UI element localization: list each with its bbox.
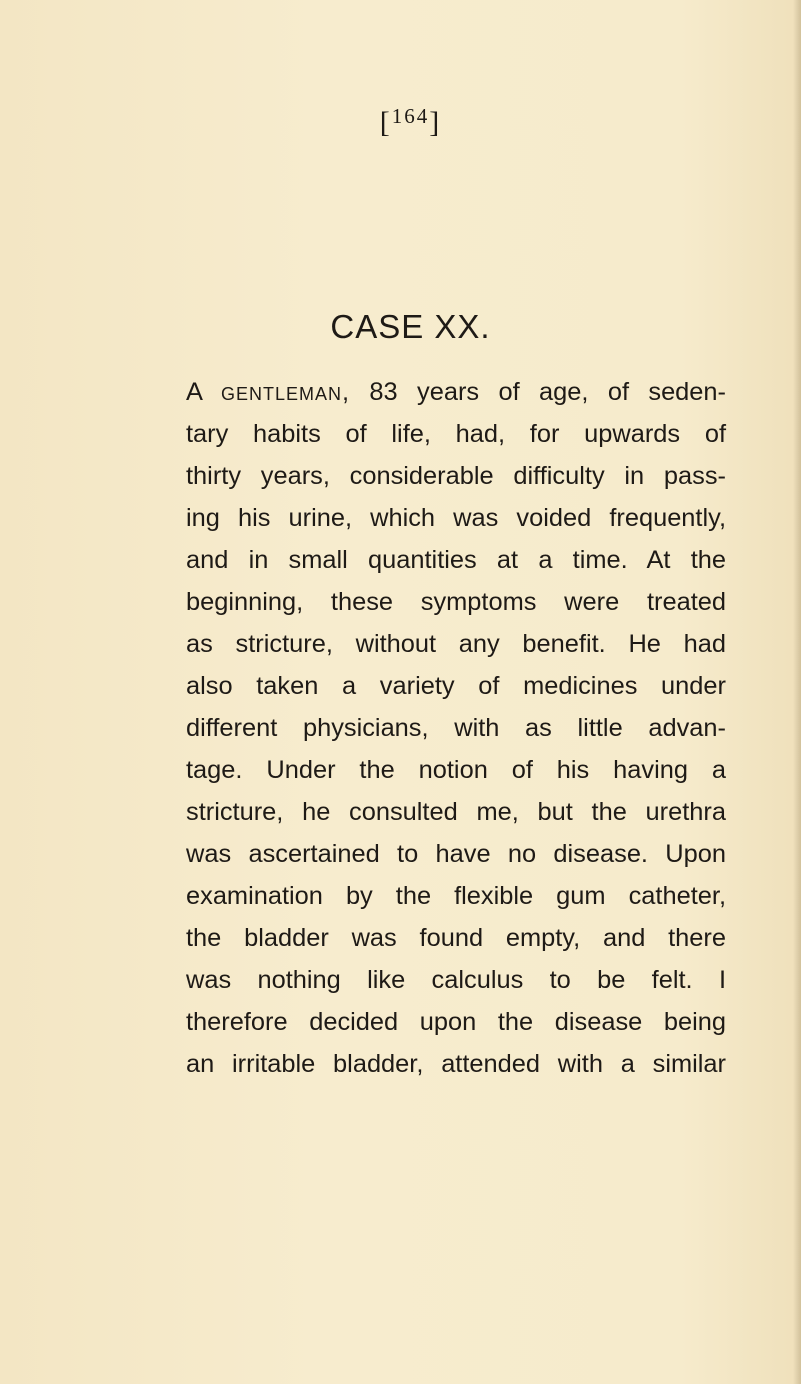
case-heading: CASE XX. [330,308,491,345]
paragraph-line-10: tage. Under the notion of his having a [186,756,726,784]
paragraph-line-15: was nothing like calculus to be felt. I [186,966,726,994]
paragraph-line-7: as stricture, without any benefit. He had [186,630,726,658]
paragraph-line-5: and in small quantities at a time. At the [186,546,726,574]
paragraph-line-9: different physicians, with as little advan- [186,714,726,742]
paragraph-line-14: the bladder was found empty, and there [186,924,726,952]
page-number [10,104,801,140]
paragraph-lead-smallcaps: gentleman, [220,378,351,406]
page-number-close-bracket: ] [429,106,442,139]
case-paragraph [186,371,726,1085]
paragraph-line-12: was ascertained to have no disease. Upon [186,840,726,868]
paragraph-line-4: ing his urine, which was voided frequently, [186,504,726,532]
page-number-value: 164 [391,104,430,128]
paragraph-line-17: an irritable bladder, attended with a similar [186,1050,726,1078]
page-number-open-bracket: [ [379,106,392,139]
paragraph-line-text: 83 years of age, of seden- [350,378,727,406]
paragraph-line-13: examination by the flexible gum catheter, [186,882,726,910]
paragraph-line-1 [186,371,726,413]
paragraph-line-6: beginning, these symptoms were treated [186,588,726,616]
paragraph-line-8: also taken a variety of medicines under [186,672,726,700]
paragraph-line-11: stricture, he consulted me, but the urethra [186,798,726,826]
paragraph-line-3: thirty years, considerable difficulty in pass- [186,462,726,490]
paragraph-lead: A [186,378,202,406]
page-edge-shadow [793,0,801,1384]
paragraph-line-16: therefore decided upon the disease being [186,1008,726,1036]
paragraph-line-2: tary habits of life, had, for upwards of [186,420,726,448]
